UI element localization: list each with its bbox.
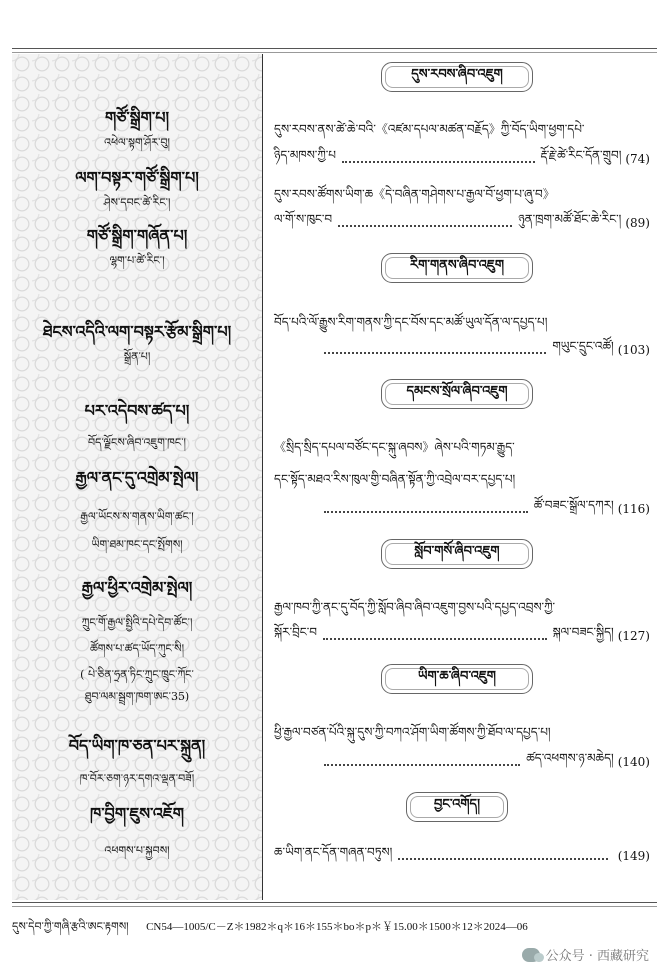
label-foreign-distribution: རྒྱལ་ཕྱིར་འགྲེམ་སྤེལ། (81, 578, 193, 597)
dot-leader (342, 161, 535, 163)
dot-leader (324, 352, 546, 354)
table-of-contents (268, 54, 658, 900)
toc-entry[interactable] (318, 500, 650, 518)
dot-leader (398, 858, 607, 860)
entry-page: (116) (617, 502, 650, 516)
label-deputy-editor: ལག་བསྟར་གཙོ་སྒྲིག་པ། (75, 168, 199, 187)
name-foreign-distribution-1: ཀྲུང་གོ་རྒྱལ་སྤྱིའི་དཔེ་དེབ་ཚོང་། (81, 616, 193, 629)
watermark (522, 945, 649, 964)
entry-author: རྡོ་རྗེ་ཚེ་རིང་དོན་གྲུབ། (540, 148, 622, 162)
toc-entry[interactable] (274, 150, 650, 168)
section-header: བྱང་འགོད། (406, 792, 508, 822)
name-editor-in-chief: འཕེལ་སྟག་ཤོར་བུ། (104, 136, 170, 149)
watermark-text: 公众号 · 西藏研究 (545, 949, 649, 964)
toc-entry[interactable] (274, 627, 650, 645)
toc-entry[interactable] (274, 214, 650, 232)
entry-title-line: བོད་པའི་ལོ་རྒྱུས་རིག་གནས་ཀྱི་དང་བོས་དང་མཚོ་ཡུལ་དོན་ལ་དཔྱད་པ། (274, 315, 548, 329)
entry-author: སྐལ་བཟང་སྐྱིད། (552, 625, 614, 639)
name-domestic-distribution-1: རྒྱལ་ཡོངས་ས་གནས་ཡིག་ཚང་། (80, 510, 194, 523)
entry-title-line: དུས་རབས་ཚོགས་ཡིག་ཆ《དེ་བཞིན་གཤེགས་པ་རྒྱལ་བོ་ཕྱག་པ་ཞུ་བ》 (274, 187, 555, 201)
name-publisher: བོད་ལྗོངས་ཞིབ་འཇུག་ཁང་། (88, 436, 186, 449)
entry-page: (89) (625, 216, 650, 230)
footer-tibetan-label: དུས་དེབ་ཀྱི་གཞི་རྩའི་ཨང་རྟགས། (12, 920, 129, 933)
label-editor-in-chief: གཙོ་སྒྲིག་པ། (104, 108, 170, 127)
dot-leader (324, 511, 528, 513)
entry-author: ཚད་འཕགས་ཉ་མཆེད། (526, 751, 614, 765)
entry-page: (127) (617, 629, 650, 643)
entry-page: (74) (625, 152, 650, 166)
section-header: དམངས་སྲོལ་ཞིབ་འཇུག (381, 379, 533, 409)
entry-title-line: ཆ་ཡིག་ནང་དོན་གཞན་བཏུས། (274, 845, 393, 859)
label-publisher: པར་འདེབས་ཚད་པ། (84, 401, 190, 420)
dot-leader (338, 225, 512, 227)
toc-entry[interactable] (318, 753, 650, 771)
section-header: དུས་རབས་ཞིབ་འཇུག (381, 62, 533, 92)
toc-entry[interactable] (274, 847, 650, 865)
entry-title-line: དང་སྟོད་མཐའ་རིས་ཁུལ་གྱི་བཞིན་སྟོན་ཀྱི་འབྲེལ་བར་དཔྱད་པ། (274, 472, 516, 486)
dot-leader (324, 764, 520, 766)
name-publishing-editor: སྒྲོན་པ། (123, 350, 151, 363)
entry-title-line: ཕྱི་རྒྱལ་བཙན་པོའི་སྐུ་དུས་ཀྱི་བཀའ་ཤོག་ཡིག་ཚོགས་ཀྱི་ཐོབ་ལ་དཔྱད་པ། (274, 725, 551, 739)
label-address: ཁ་བྱིག་ཇུས་འཇོག (90, 804, 184, 823)
name-foreign-distribution-4: ཐུབ་ལམ་སྦྲག་ཁག་ཨང་35) (84, 690, 190, 703)
section-header: རིག་གནས་ཞིབ་འཇུག (381, 253, 533, 283)
entry-title-line: 《སྲིད་སྲིད་དཔལ་བཙོང་དང་སྐུ་ཞབས》ཞེས་པའི་གཏམ་རྒྱུད་ (274, 440, 515, 454)
entry-page: (140) (617, 755, 650, 769)
label-publishing-editor: ཐེངས་འདིའི་ལག་བསྟར་རྩོམ་སྒྲིག་པ། (42, 322, 232, 341)
entry-title-line: སྐོར་བྲིང་བ (274, 625, 317, 639)
entry-author: གཡུང་དྲུང་འཚོ། (552, 339, 614, 353)
wechat-icon (522, 948, 540, 962)
masthead-panel (12, 54, 263, 900)
name-print: ཁ་བོར་ཅག་ཉར་དགའ་ལྡན་བཟོ། (79, 772, 195, 785)
entry-title-line: དུས་རབས་ནས་ཚེ་ཆེ་བའི་《འཛམ་དཔལ་མཚན་བརྗོད》ཀྱི་བོད་ཡིག་ཕྱག་དཔེ་ (274, 122, 585, 136)
name-deputy-editor: ཤེས་དབང་ཚེ་རིང་། (103, 196, 171, 209)
toc-entry[interactable] (318, 341, 650, 359)
label-chief-editor2: གཙོ་སྒྲིག་གཞོན་པ། (86, 226, 188, 245)
section-header: ཡིག་ཆ་ཞིབ་འཇུག (381, 664, 533, 694)
publication-code (12, 914, 652, 945)
entry-title-line: ལ་གོ་ས་ཁུང་བ (274, 212, 333, 226)
entry-author: ཚོ་བཟང་སྒྲོལ་དཀར། (533, 498, 614, 512)
section-header: སློབ་གསོ་ཞིབ་འཇུག (381, 539, 533, 569)
label-domestic-distribution: རྒྱལ་ནང་དུ་འགྲེམ་སྤེལ། (75, 468, 199, 487)
name-chief-editor2: ལྷག་པ་ཚེ་རིང་། (109, 254, 165, 267)
name-address: འཕགས་པ་སྐྱབས། (104, 844, 170, 857)
footer-code: CN54—1005/C－Z＊1982＊q＊16＊155＊bo＊p＊￥15.00＊1500＊12＊2024—06 (146, 921, 528, 933)
entry-page: (149) (617, 849, 650, 863)
name-foreign-distribution-2: ཚོགས་པ་ཚད་ཡོད་ཀུང་སི། (89, 642, 185, 655)
entry-title-line: ཉིད་མཁས་ཀྱི་པ (274, 148, 336, 162)
name-domestic-distribution-2: ཡིག་ཐམ་ཁང་དང་སྤོགས། (91, 538, 183, 551)
dot-leader (323, 638, 547, 640)
entry-author: ཉུན་ཁྲག་མཚོ་ཐོང་ཆེ་རིང་། (518, 212, 622, 226)
entry-title-line: རྒྱལ་ཁབ་ཀྱི་ནང་དུ་བོད་ཀྱི་སློབ་ཞིབ་ཞིབ་འཇུག་བྱས་པའི་དཔྱད་འབྲས་ཀྱི་ (274, 600, 556, 614)
entry-page: (103) (617, 343, 650, 357)
name-foreign-distribution-3: ( པེ་ཅིན་ཧྲན་ཏིང་ཀྲུང་ཁྲུང་ཀོང་ (80, 668, 194, 681)
label-print: བོད་ཡིག་ཁ་ཅན་པར་སྐྲུན། (68, 736, 206, 755)
